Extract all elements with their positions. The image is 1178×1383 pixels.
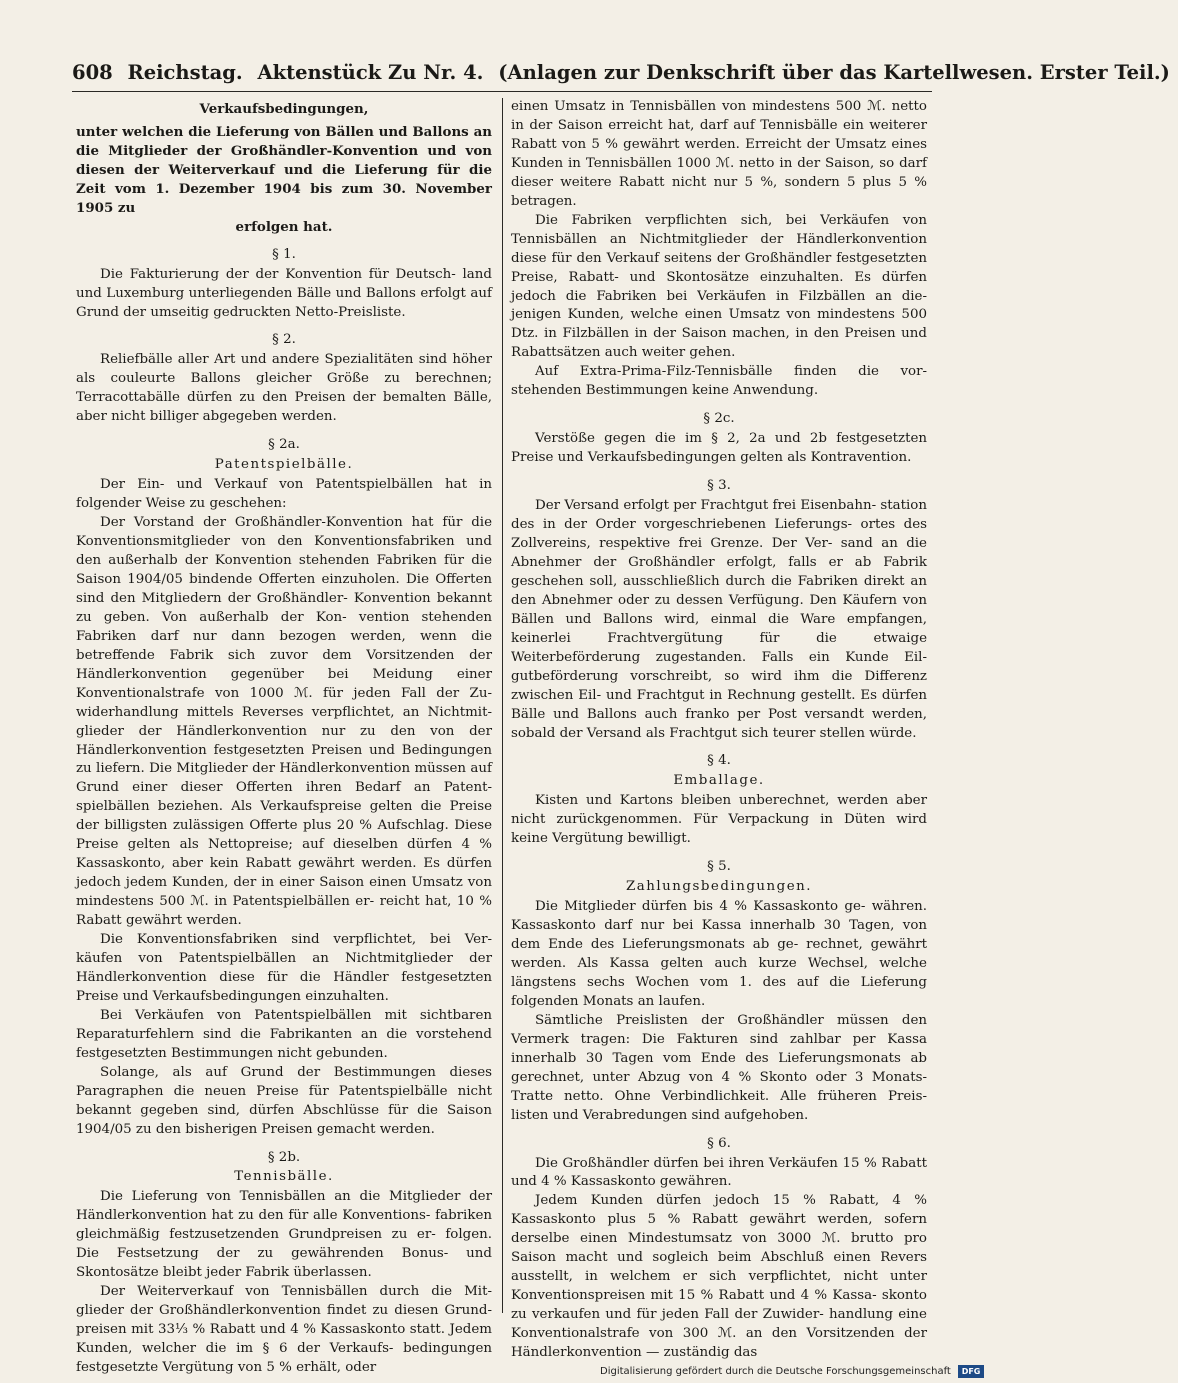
paragraph-heading-1: § 1. <box>272 246 296 262</box>
paragraph-heading-2b: § 2b. <box>267 1149 301 1165</box>
continued-text-3: Auf Extra-Prima-Filz-Tennisbälle finden die vor- stehenden Bestimmungen keine Anwendung. <box>511 364 927 399</box>
page-header <box>72 58 1170 88</box>
left-column <box>76 98 492 1378</box>
paragraph-2a-text-2: Der Vorstand der Großhändler-Konvention hat für die Konventionsmitglieder von den Konventionsfabriken und den außerhalb der Konvention stehenden Fabriken für die Saison 1904/05 bindende Offerten einzuholen. Die Offerten sind den Mitgliedern der Großhändler- Konvention bekannt zu geben. Von außerhalb der Kon- vention stehenden Fabriken darf nur dann bezogen werden, wenn die betreffende Fabrik sich zuvor dem Vorsitzenden der Händlerkonvention gegenüber bei Meidung einer Konventionalstrafe von 1000 ℳ. für jeden Fall der Zu- widerhandlung mittels Reverses verpflichtet, an Nichtmit- glieder der Händlerkonvention nur zu den von der Händlerkonvention festgesetzten Preisen und Bedingungen zu liefern. Die Mitglieder der Händlerkonvention müssen auf Grund einer dieser Offerten ihren Bedarf an Patent- spielbällen beziehen. Als Verkaufspreise gelten die Preise der billigsten zulässigen Offerte plus 20 % Aufschlag. Diese Preise gelten als Nettopreise; auf dieselben dürfen 4 % Kassaskonto, aber kein Rabatt gewährt werden. Es dürfen jedoch jedem Kunden, der in einer Saison einen Umsatz von mindestens 500 ℳ. in Patentspielbällen er- reicht hat, 10 % Rabatt gewährt werden. <box>76 515 492 929</box>
paragraph-6-text-1: Die Großhändler dürfen bei ihren Verkäufen 15 % Rabatt und 4 % Kassaskonto gewähren. <box>511 1155 927 1190</box>
paragraph-heading-3: § 3. <box>707 478 731 494</box>
credit-text: Digitalisierung gefördert durch die Deutsche Forschungsgemeinschaft <box>600 1366 951 1377</box>
document-reference: Aktenstück Zu Nr. 4. <box>257 61 484 84</box>
paragraph-2c-text: Verstöße gegen die im § 2, 2a und 2b festgesetzten Preise und Verkaufsbedingungen gelten als Kontravention. <box>511 431 927 466</box>
intro-text-end: erfolgen hat. <box>235 218 333 235</box>
paragraph-2a-text-5: Solange, als auf Grund der Bestimmungen dieses Paragraphen die neuen Preise für Patentspielbälle nicht bekannt gegeben sind, dürfen Abschlüsse für die Saison 1904/05 zu den bisherigen Preisen gemacht werden. <box>76 1064 492 1137</box>
paragraph-2b-text-1: Die Lieferung von Tennisbällen an die Mitglieder der Händlerkonvention hat zu den für alle Konventions- fabriken gleichmäßig festzusetzenden Grundpreisen zu er- folgen. Die Festsetzung der zu gewährenden Bonus- und Skontosätze bleibt jeder Fabrik überlassen. <box>76 1189 492 1281</box>
paragraph-2a-text-1: Der Ein- und Verkauf von Patentspielbällen hat in folgender Weise zu geschehen: <box>76 477 492 512</box>
intro-text: unter welchen die Lieferung von Bällen und Ballons an die Mitglieder der Großhändler-Konvention und von diesen der Weiterverkauf und die Lieferung für die Zeit vom 1. Dezember 1904 bis zum 30. November 1905 zu <box>76 123 492 216</box>
publication-name: Reichstag. <box>127 61 243 84</box>
digitization-credit <box>600 1364 1000 1380</box>
paragraph-heading-2c: § 2c. <box>703 411 735 427</box>
paragraph-2b-subtitle: Tennisbälle. <box>234 1169 334 1185</box>
paragraph-heading-6: § 6. <box>707 1135 731 1151</box>
paragraph-3-text: Der Versand erfolgt per Frachtgut frei Eisenbahn- station des in der Order vorgeschriebenen Lieferungs- ortes des Zollvereins, respektive frei Grenze. Der Ver- sand an die Abnehmer der Großhändler erfolgt, falls er ab Fabrik geschehen soll, ausschließlich durch die Fabriken direkt an den Abnehmer oder zu dessen Verfügung. Den Käufern von Bällen und Ballons wird, einmal die Ware empfangen, keinerlei Frachtvergütung für die etwaige Weiterbeförderung zugestanden. Falls ein Kunde Eil- gutbeförderung vorschreibt, so wird ihm die Differenz zwischen Eil- und Frachtgut in Rechnung gestellt. Es dürfen Bälle und Ballons auch franko per Post versandt werden, sobald der Versand als Frachtgut sich teurer stellen würde. <box>511 498 927 741</box>
paragraph-heading-2: § 2. <box>272 332 296 348</box>
paragraph-2a-text-3: Die Konventionsfabriken sind verpflichtet, bei Ver- käufen von Patentspielbällen an Nichtmitglieder der Händlerkonvention diese für die Händler festgesetzten Preise und Verkaufsbedingungen einzuhalten. <box>76 932 492 1004</box>
paragraph-2a-text-4: Bei Verkäufen von Patentspielbällen mit sichtbaren Reparaturfehlern sind die Fabrikanten an die vorstehend festgesetzten Bestimmungen nicht gebunden. <box>76 1007 492 1061</box>
paragraph-2-text: Reliefbälle aller Art und andere Spezialitäten sind höher als couleurte Ballons gleicher Größe zu berechnen; Terracottabälle dürfen zu den Preisen der bemalten Bälle, aber nicht billiger abgegeben werden. <box>76 352 492 425</box>
page-number: 608 <box>72 61 113 84</box>
paragraph-2a-subtitle: Patentspielbälle. <box>214 457 354 473</box>
right-column <box>511 98 927 1363</box>
paragraph-5-text-1: Die Mitglieder dürfen bis 4 % Kassaskonto ge- währen. Kassaskonto darf nur bei Kassa innerhalb 30 Tagen, von dem Ende des Lieferungsmonats ab ge- rechnet, gewährt werden. Als Kassa gelten auch kurze Wechsel, welche längstens sechs Wochen vom 1. des auf die Lieferung folgenden Monats an laufen. <box>511 899 927 1009</box>
paragraph-5-text-2: Sämtliche Preislisten der Großhändler müssen den Vermerk tragen: Die Fakturen sind zahlbar per Kassa innerhalb 30 Tagen vom Ende des Lieferungsmonats ab gerechnet, unter Abzug von 4 % Skonto oder 3 Monats- Tratte netto. Ohne Verbindlichkeit. Alle früheren Preis- listen und Verabredungen sind aufgehoben. <box>511 1012 927 1123</box>
paragraph-1-text: Die Fakturierung der der Konvention für Deutsch- land und Luxemburg unterliegenden Bälle und Ballons erfolgt auf Grund der umseitig gedruckten Netto-Preisliste. <box>76 266 492 320</box>
header-subtitle: (Anlagen zur Denkschrift über das Kartellwesen. Erster Teil.) <box>498 61 1170 84</box>
dfg-logo-icon: DFG <box>958 1365 984 1378</box>
header-rule <box>72 91 932 92</box>
continued-text-2: Die Fabriken verpflichten sich, bei Verkäufen von Tennisbällen an Nichtmitglieder der Händlerkonvention diese für den Verkauf seitens der Großhändler festgesetzten Preise, Rabatt- und Skontosätze einzuhalten. Es dürfen jedoch die Fabriken bei Verkäufen in Filzbällen an die- jenigen Kunden, welche einen Umsatz von mindestens 500 Dtz. in Filzbällen in der Saison machen, in den Preisen und Rabattsätzen auch weiter gehen. <box>511 212 927 361</box>
paragraph-6-text-2: Jedem Kunden dürfen jedoch 15 % Rabatt, 4 % Kassaskonto plus 5 % Rabatt gewährt werden, sofern derselbe einen Mindestumsatz von 3000 ℳ. brutto pro Saison macht und sogleich beim Abschluß einen Revers ausstellt, in welchem er sich verpflichtet, nicht unter Konventionspreisen mit 15 % Rabatt und 4 % Kassa- skonto zu verkaufen und für jeden Fall der Zuwider- handlung eine Konventionalstrafe von 300 ℳ. an den Vorsitzenden der Händlerkonvention — zuständig das <box>511 1193 927 1361</box>
column-divider <box>502 98 503 1313</box>
paragraph-2b-text-2: Der Weiterverkauf von Tennisbällen durch die Mit- glieder der Großhändlerkonvention findet zu diesen Grund- preisen mit 33⅓ % Rabatt und 4 % Kassaskonto statt. Jedem Kunden, welcher die im § 6 der Verkaufs- bedingungen festgesetzte Vergütung von 5 % erhält, oder <box>76 1284 492 1375</box>
continued-text-1: einen Umsatz in Tennisbällen von mindestens 500 ℳ. netto in der Saison erreicht hat, darf auf Tennisbälle ein weiterer Rabatt von 5 % gewährt werden. Erreicht der Umsatz eines Kunden in Tennisbällen 1000 ℳ. netto in der Saison, so darf dieser weitere Rabatt nicht nur 5 %, sondern 5 plus 5 % betragen. <box>511 99 927 209</box>
section-title: Verkaufsbedingungen, <box>199 101 369 117</box>
paragraph-heading-2a: § 2a. <box>268 437 300 453</box>
paragraph-4-text: Kisten und Kartons bleiben unberechnet, werden aber nicht zurückgenommen. Für Verpackung in Düten wird keine Vergütung bewilligt. <box>511 793 927 847</box>
paragraph-4-subtitle: Emballage. <box>673 773 765 789</box>
paragraph-5-subtitle: Zahlungsbedingungen. <box>625 879 813 895</box>
paragraph-heading-4: § 4. <box>707 753 731 769</box>
paragraph-heading-5: § 5. <box>707 859 731 875</box>
